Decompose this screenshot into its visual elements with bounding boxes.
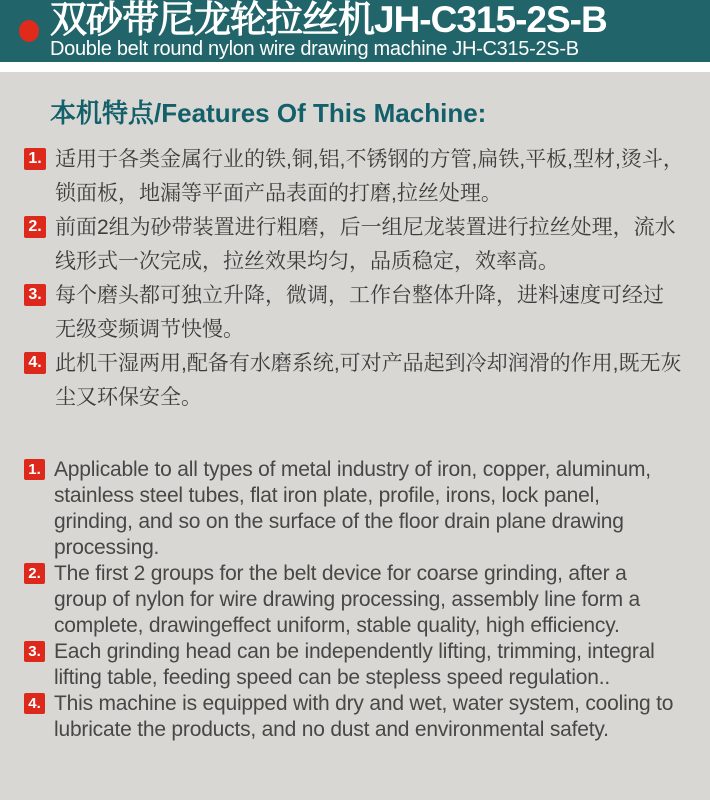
feature-text: Each grinding head can be independently lifting, trimming, integral lifting table, feeding speed can be stepless speed regulation.. <box>54 640 655 689</box>
item-number-badge: 2. <box>24 216 46 238</box>
feature-text: 此机干湿两用,配备有水磨系统,可对产品起到冷却润滑的作用,既无灰尘又环保安全。 <box>55 352 682 409</box>
red-dot-icon <box>19 20 39 42</box>
section-title-zh: 本机特点 <box>50 98 155 128</box>
features-list-zh <box>24 143 684 415</box>
feature-item-en-3 <box>24 639 684 691</box>
section-title-en: Features Of This Machine: <box>161 98 487 128</box>
feature-item-en-1 <box>24 457 684 561</box>
feature-item-zh-4 <box>24 347 684 415</box>
item-number-badge: 4. <box>24 352 46 374</box>
item-number-badge: 1. <box>24 148 46 170</box>
feature-text: 前面2组为砂带装置进行粗磨，后一组尼龙装置进行拉丝处理，流水线形式一次完成，拉丝效果均匀，品质稳定，效率高。 <box>55 216 676 273</box>
feature-text: 每个磨头都可独立升降，微调，工作台整体升降，进料速度可经过无级变频调节快慢。 <box>55 284 664 341</box>
feature-item-en-2 <box>24 561 684 639</box>
features-list-en <box>24 457 684 743</box>
item-number-badge: 4. <box>24 693 45 714</box>
page-subtitle: Double belt round nylon wire drawing machine JH-C315-2S-B <box>50 38 579 60</box>
header-banner <box>0 0 710 62</box>
feature-text: The first 2 groups for the belt device for coarse grinding, after a group of nylon for wire drawing processing, assembly line form a complete, drawingeffect uniform, stable quality, high efficiency. <box>54 562 640 637</box>
feature-text: Applicable to all types of metal industry of iron, copper, aluminum, stainless steel tubes, flat iron plate, profile, irons, lock panel, grinding, and so on the surface of the floor drain plane drawing processing. <box>54 458 651 559</box>
item-number-badge: 1. <box>24 459 45 480</box>
feature-text: 适用于各类金属行业的铁,铜,铝,不锈钢的方管,扁铁,平板,型材,烫斗，锁面板，地漏等平面产品表面的打磨,拉丝处理。 <box>55 148 684 205</box>
feature-item-zh-3 <box>24 279 684 347</box>
feature-item-en-4 <box>24 691 684 743</box>
feature-item-zh-2 <box>24 211 684 279</box>
feature-item-zh-1 <box>24 143 684 211</box>
item-number-badge: 2. <box>24 563 45 584</box>
section-title <box>50 93 684 130</box>
item-number-badge: 3. <box>24 284 46 306</box>
item-number-badge: 3. <box>24 641 45 662</box>
section-title-separator: / <box>154 98 162 128</box>
content-area <box>0 72 710 800</box>
feature-text: This machine is equipped with dry and wet, water system, cooling to lubricate the products, and no dust and environmental safety. <box>54 692 674 741</box>
header-text <box>50 1 607 60</box>
page-title: 双砂带尼龙轮拉丝机JH-C315-2S-B <box>50 0 607 40</box>
